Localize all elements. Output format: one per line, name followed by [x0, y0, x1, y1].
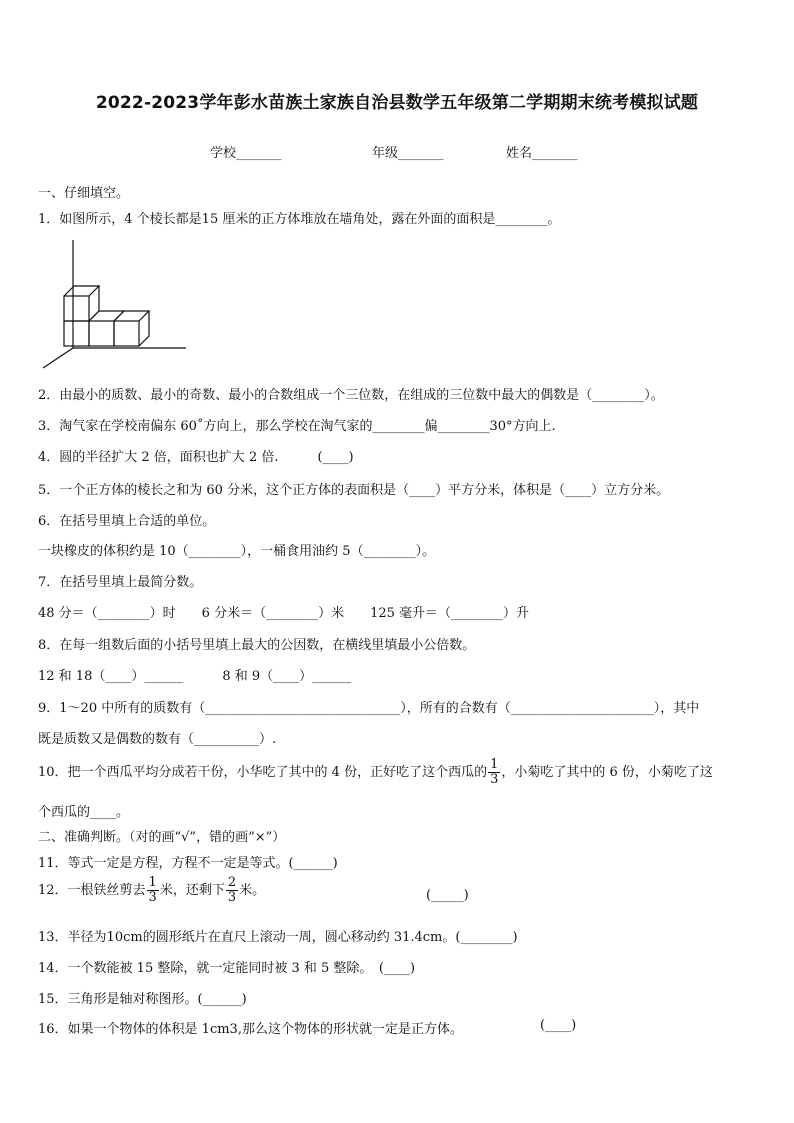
- question-6: 6．在括号里填上合适的单位。: [38, 514, 216, 529]
- question-10-text-end: ，小菊吃了其中的 6 份，小菊吃了这: [501, 765, 713, 780]
- name-field[interactable]: 姓名_______: [506, 146, 578, 161]
- fraction-one-third: $\frac{1}{3}$: [490, 757, 499, 787]
- question-1: 1．如图所示，4 个棱长都是15 厘米的正方体堆放在墙角处，露在外面的面积是________。: [38, 212, 561, 227]
- question-9-content: 既是质数又是偶数的数有（__________）.: [38, 732, 277, 747]
- question-7-content: 48 分＝（________）时 6 分米＝（________）米 125 毫升＝（________）升: [38, 606, 530, 621]
- question-16-answer-paren[interactable]: (____): [540, 1018, 577, 1033]
- question-7: 7．在括号里填上最简分数。: [38, 575, 203, 590]
- cube-front-3: [114, 321, 139, 346]
- cube-top-face: [64, 286, 99, 296]
- question-8-content: 12 和 18（____）______ 8 和 9（____）______: [38, 669, 352, 684]
- question-12-text-start: 12．一根铁丝剪去: [38, 883, 146, 898]
- school-field[interactable]: 学校_______: [210, 146, 282, 161]
- cube-top-3: [114, 311, 149, 321]
- question-5: 5．一个正方体的棱长之和为 60 分米，这个正方体的表面积是（____）平方分米，体积是（____）立方分米。: [38, 483, 670, 498]
- cube-front-top: [64, 296, 89, 321]
- question-12-text-end: 米。: [239, 883, 266, 898]
- question-12-answer-paren[interactable]: (_____): [426, 888, 469, 903]
- cubes-figure: [38, 238, 198, 373]
- question-9: 9．1～20 中所有的质数有（______________________________），所有的合数有（______________________），其中: [38, 701, 700, 716]
- question-6-content: 一块橡皮的体积约是 10（________），一桶食用油约 5（________）。: [38, 544, 436, 559]
- grade-field[interactable]: 年级_______: [372, 146, 444, 161]
- page-title: 2022-2023学年彭水苗族土家族自治县数学五年级第二学期期末统考模拟试题: [95, 93, 699, 113]
- question-2: 2．由最小的质数、最小的奇数、最小的合数组成一个三位数，在组成的三位数中最大的偶数是（________）。: [38, 388, 664, 403]
- question-10-text-start: 10．把一个西瓜平均分成若干份，小华吃了其中的 4 份，正好吃了这个西瓜的: [38, 765, 488, 780]
- question-8: 8．在每一组数后面的小括号里填上最大的公因数，在横线里填最小公倍数。: [38, 638, 476, 653]
- question-15: 15．三角形是轴对称图形。(______): [38, 992, 247, 1007]
- question-10-content: 个西瓜的____。: [38, 805, 130, 820]
- section-1-heading: 一、仔细填空。: [38, 186, 130, 201]
- question-13: 13．半径为10cm的圆形纸片在直尺上滚动一周，圆心移动约 31.4cm。(________): [38, 930, 518, 945]
- depth-axis: [43, 348, 73, 368]
- fraction-two-thirds: $\frac{2}{3}$: [227, 875, 237, 905]
- question-11: 11．等式一定是方程，方程不一定是等式。(______): [38, 856, 338, 871]
- question-3: 3．淘气家在学校南偏东 60˚方向上，那么学校在淘气家的________偏________30°方向上.: [38, 419, 556, 434]
- question-12-text-mid: 米，还剩下: [159, 883, 225, 898]
- question-16: 16．如果一个物体的体积是 1cm3,那么这个物体的形状就一定是正方体。: [38, 1022, 463, 1037]
- section-2-heading: 二、准确判断。（对的画“√”，错的画“×”）: [38, 830, 286, 845]
- cube-front-1: [64, 321, 89, 346]
- question-14: 14．一个数能被 15 整除，就一定能同时被 3 和 5 整除。 (____): [38, 961, 416, 976]
- fraction-one-third: $\frac{1}{3}$: [148, 875, 157, 905]
- question-10: [38, 758, 713, 787]
- question-4: 4．圆的半径扩大 2 倍，面积也扩大 2 倍. (____): [38, 450, 354, 465]
- question-12: [38, 876, 265, 905]
- cube-front-2: [89, 321, 114, 346]
